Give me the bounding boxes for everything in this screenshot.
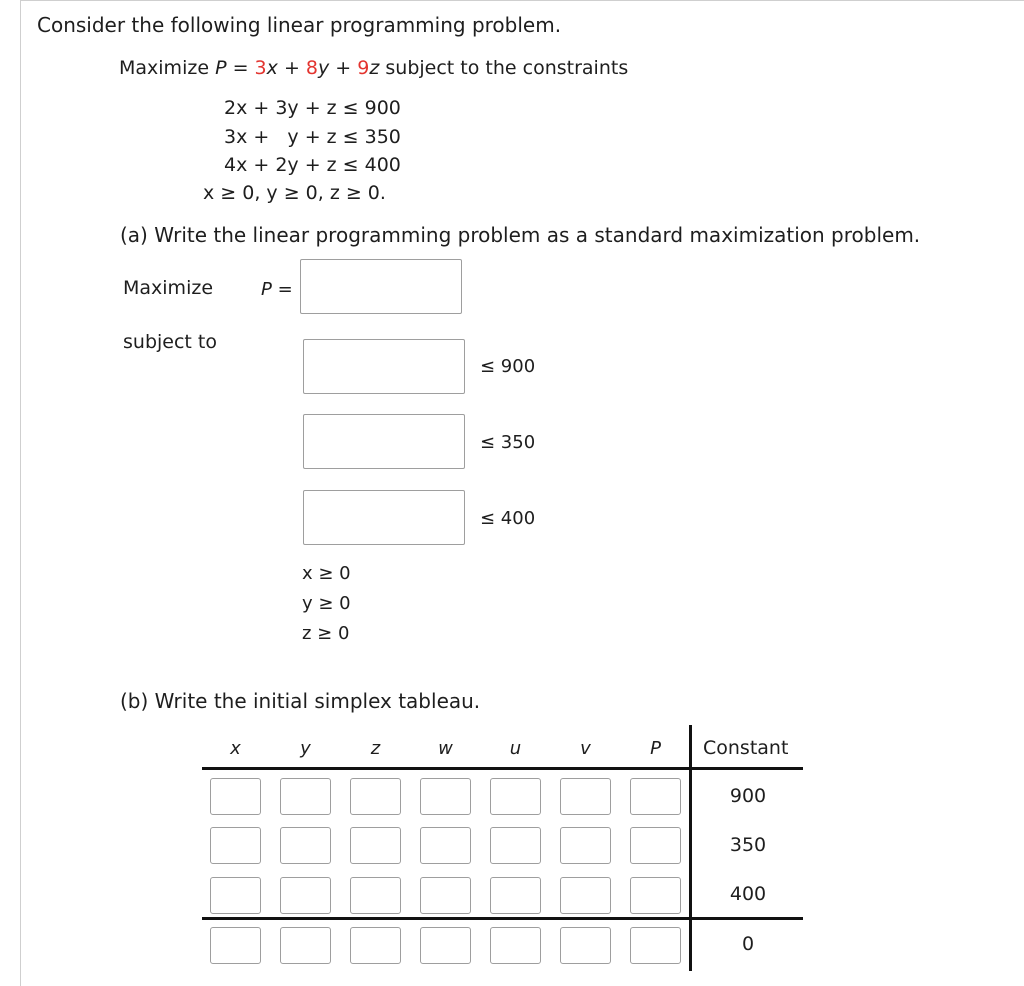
constraint-2: 3x + y + z ≤ 350 <box>224 126 401 148</box>
intro-text: Consider the following linear programming problem. <box>37 13 562 37</box>
tableau-cell-r1-w[interactable] <box>420 778 471 815</box>
header-x: x <box>230 738 241 759</box>
rhs-1: ≤ 900 <box>480 356 536 377</box>
objective-tail: subject to the constraints <box>385 57 629 79</box>
objective-line <box>119 57 628 79</box>
tableau-cell-r1-v[interactable] <box>560 778 611 815</box>
p-equals-label: P = <box>261 279 293 300</box>
coef-z: 9 <box>357 57 370 79</box>
tableau-cell-r4-w[interactable] <box>420 927 471 964</box>
tableau-cell-r3-u[interactable] <box>490 877 541 914</box>
tableau-cell-r2-w[interactable] <box>420 827 471 864</box>
header-u: u <box>509 738 522 759</box>
constant-row-4: 0 <box>741 933 755 955</box>
tableau-cell-r3-y[interactable] <box>280 877 331 914</box>
objective-row-rule <box>202 917 803 920</box>
tableau-cell-r1-p[interactable] <box>630 778 681 815</box>
tableau-cell-r2-y[interactable] <box>280 827 331 864</box>
tableau-cell-r4-x[interactable] <box>210 927 261 964</box>
tableau-cell-r2-z[interactable] <box>350 827 401 864</box>
plus-2: + <box>335 57 352 79</box>
var-x: x <box>266 57 278 79</box>
tableau-cell-r4-y[interactable] <box>280 927 331 964</box>
tableau-cell-r2-x[interactable] <box>210 827 261 864</box>
header-p: P <box>650 738 661 759</box>
header-y: y <box>300 738 311 759</box>
subject-to-label: subject to <box>123 331 217 353</box>
constraint-input-3[interactable] <box>303 490 465 545</box>
tableau-cell-r2-p[interactable] <box>630 827 681 864</box>
tableau-cell-r2-u[interactable] <box>490 827 541 864</box>
tableau-cell-r1-z[interactable] <box>350 778 401 815</box>
var-z: z <box>369 57 380 79</box>
rhs-3: ≤ 400 <box>480 508 536 529</box>
plus-1: + <box>283 57 300 79</box>
tableau-cell-r4-u[interactable] <box>490 927 541 964</box>
constant-row-3: 400 <box>729 883 767 905</box>
tableau-cell-r1-u[interactable] <box>490 778 541 815</box>
objective-p: P <box>215 57 227 79</box>
header-w: w <box>438 738 453 759</box>
tableau-cell-r1-y[interactable] <box>280 778 331 815</box>
constraint-input-2[interactable] <box>303 414 465 469</box>
header-constant: Constant <box>703 737 789 759</box>
tableau-cell-r4-p[interactable] <box>630 927 681 964</box>
nonneg-x: x ≥ 0 <box>302 563 351 584</box>
nonnegativity-line: x ≥ 0, y ≥ 0, z ≥ 0. <box>203 182 386 204</box>
var-y: y <box>318 57 330 79</box>
objective-equals: = <box>232 57 249 79</box>
tableau-cell-r3-v[interactable] <box>560 877 611 914</box>
tableau-cell-r2-v[interactable] <box>560 827 611 864</box>
rhs-2: ≤ 350 <box>480 432 536 453</box>
constraint-3: 4x + 2y + z ≤ 400 <box>224 154 401 176</box>
tableau-cell-r3-z[interactable] <box>350 877 401 914</box>
header-rule <box>202 767 803 770</box>
header-v: v <box>580 738 591 759</box>
tableau-cell-r4-v[interactable] <box>560 927 611 964</box>
constant-row-2: 350 <box>729 834 767 856</box>
objective-maximize-word: Maximize <box>119 57 210 79</box>
tableau-cell-r3-p[interactable] <box>630 877 681 914</box>
maximize-label: Maximize <box>123 277 214 299</box>
tableau-cell-r3-w[interactable] <box>420 877 471 914</box>
coef-y: 8 <box>305 57 318 79</box>
header-z: z <box>370 738 381 759</box>
constant-divider <box>689 725 692 971</box>
constant-row-1: 900 <box>729 785 767 807</box>
nonneg-z: z ≥ 0 <box>302 623 350 644</box>
objective-input[interactable] <box>300 259 462 314</box>
tableau-cell-r3-x[interactable] <box>210 877 261 914</box>
constraint-input-1[interactable] <box>303 339 465 394</box>
tableau-cell-r4-z[interactable] <box>350 927 401 964</box>
tableau-cell-r1-x[interactable] <box>210 778 261 815</box>
part-b-prompt: (b) Write the initial simplex tableau. <box>120 689 481 713</box>
part-a-prompt: (a) Write the linear programming problem as a standard maximization problem. <box>120 223 921 247</box>
constraint-1: 2x + 3y + z ≤ 900 <box>224 97 401 119</box>
coef-x: 3 <box>254 57 267 79</box>
nonneg-y: y ≥ 0 <box>302 593 351 614</box>
